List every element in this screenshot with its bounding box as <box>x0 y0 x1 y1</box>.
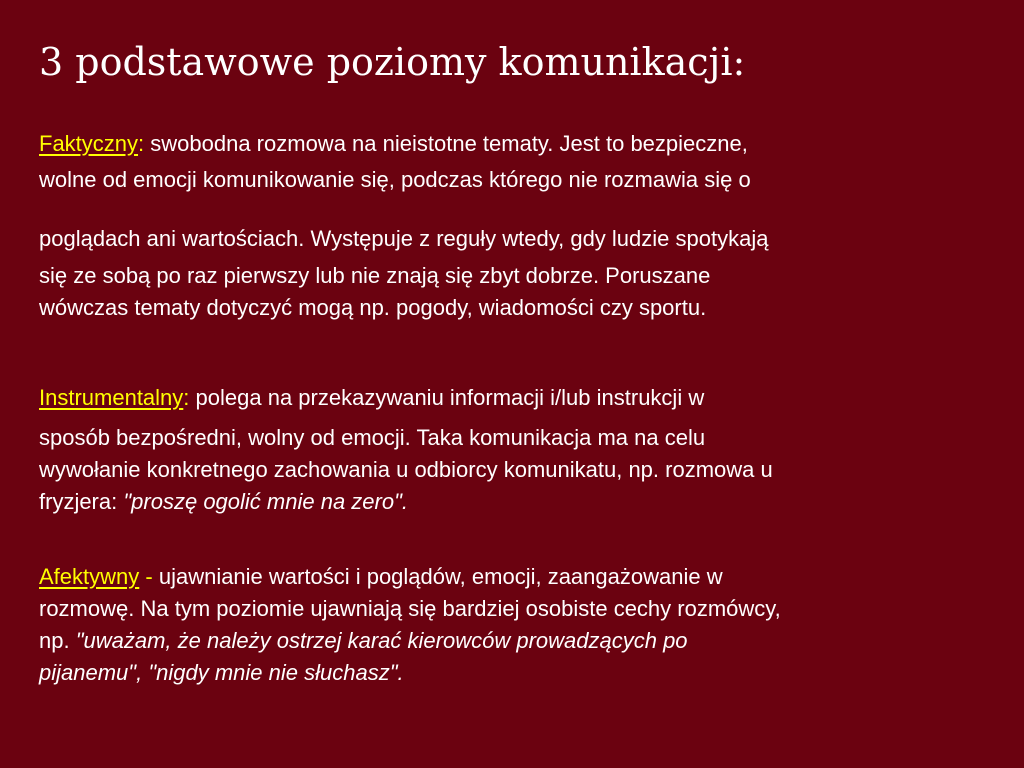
paragraph-instrumentalny <box>39 382 1014 518</box>
term-afektywny: Afektywny <box>39 564 140 589</box>
term-separator: - <box>139 564 153 589</box>
quote-text: "proszę ogolić mnie na zero". <box>123 489 409 514</box>
text-line: rozmowę. Na tym poziomie ujawniają się bardziej osobiste cechy rozmówcy, <box>39 596 781 621</box>
term-separator: : <box>138 131 145 156</box>
text-line: poglądach ani wartościach. Występuje z reguły wtedy, gdy ludzie spotykają <box>39 226 769 251</box>
text-segment: polega na przekazywaniu informacji i/lub instrukcji w <box>189 385 705 410</box>
slide-title: 3 podstawowe poziomy komunikacji: <box>39 40 746 84</box>
text-line <box>39 625 1014 657</box>
text-line: sposób bezpośredni, wolny od emocji. Taka komunikacja ma na celu <box>39 425 706 450</box>
term-instrumentalny: Instrumentalny <box>39 385 184 410</box>
text-line <box>39 486 1014 518</box>
text-line <box>39 561 1014 593</box>
text-segment: np. <box>39 628 76 653</box>
text-line: się ze sobą po raz pierwszy lub nie znają się zbyt dobrze. Poruszane <box>39 263 711 288</box>
text-line: wolne od emocji komunikowanie się, podczas którego nie rozmawia się o <box>39 167 751 192</box>
text-segment: swobodna rozmowa na nieistotne tematy. Jest to bezpieczne, <box>144 131 748 156</box>
paragraph-afektywny <box>39 561 1014 689</box>
term-separator: : <box>183 385 190 410</box>
text-line <box>39 128 1014 160</box>
text-line: wywołanie konkretnego zachowania u odbiorcy komunikatu, np. rozmowa u <box>39 457 773 482</box>
quote-text-line: pijanemu", "nigdy mnie nie słuchasz". <box>39 660 404 685</box>
text-segment: fryzjera: <box>39 489 124 514</box>
term-faktyczny: Faktyczny <box>39 131 139 156</box>
quote-text: "uważam, że należy ostrzej karać kierowców prowadzących po <box>75 628 688 653</box>
text-line: wówczas tematy dotyczyć mogą np. pogody, wiadomości czy sportu. <box>39 295 707 320</box>
text-line <box>39 382 1014 414</box>
paragraph-faktyczny <box>39 128 1014 324</box>
text-segment: ujawnianie wartości i poglądów, emocji, zaangażowanie w <box>152 564 723 589</box>
